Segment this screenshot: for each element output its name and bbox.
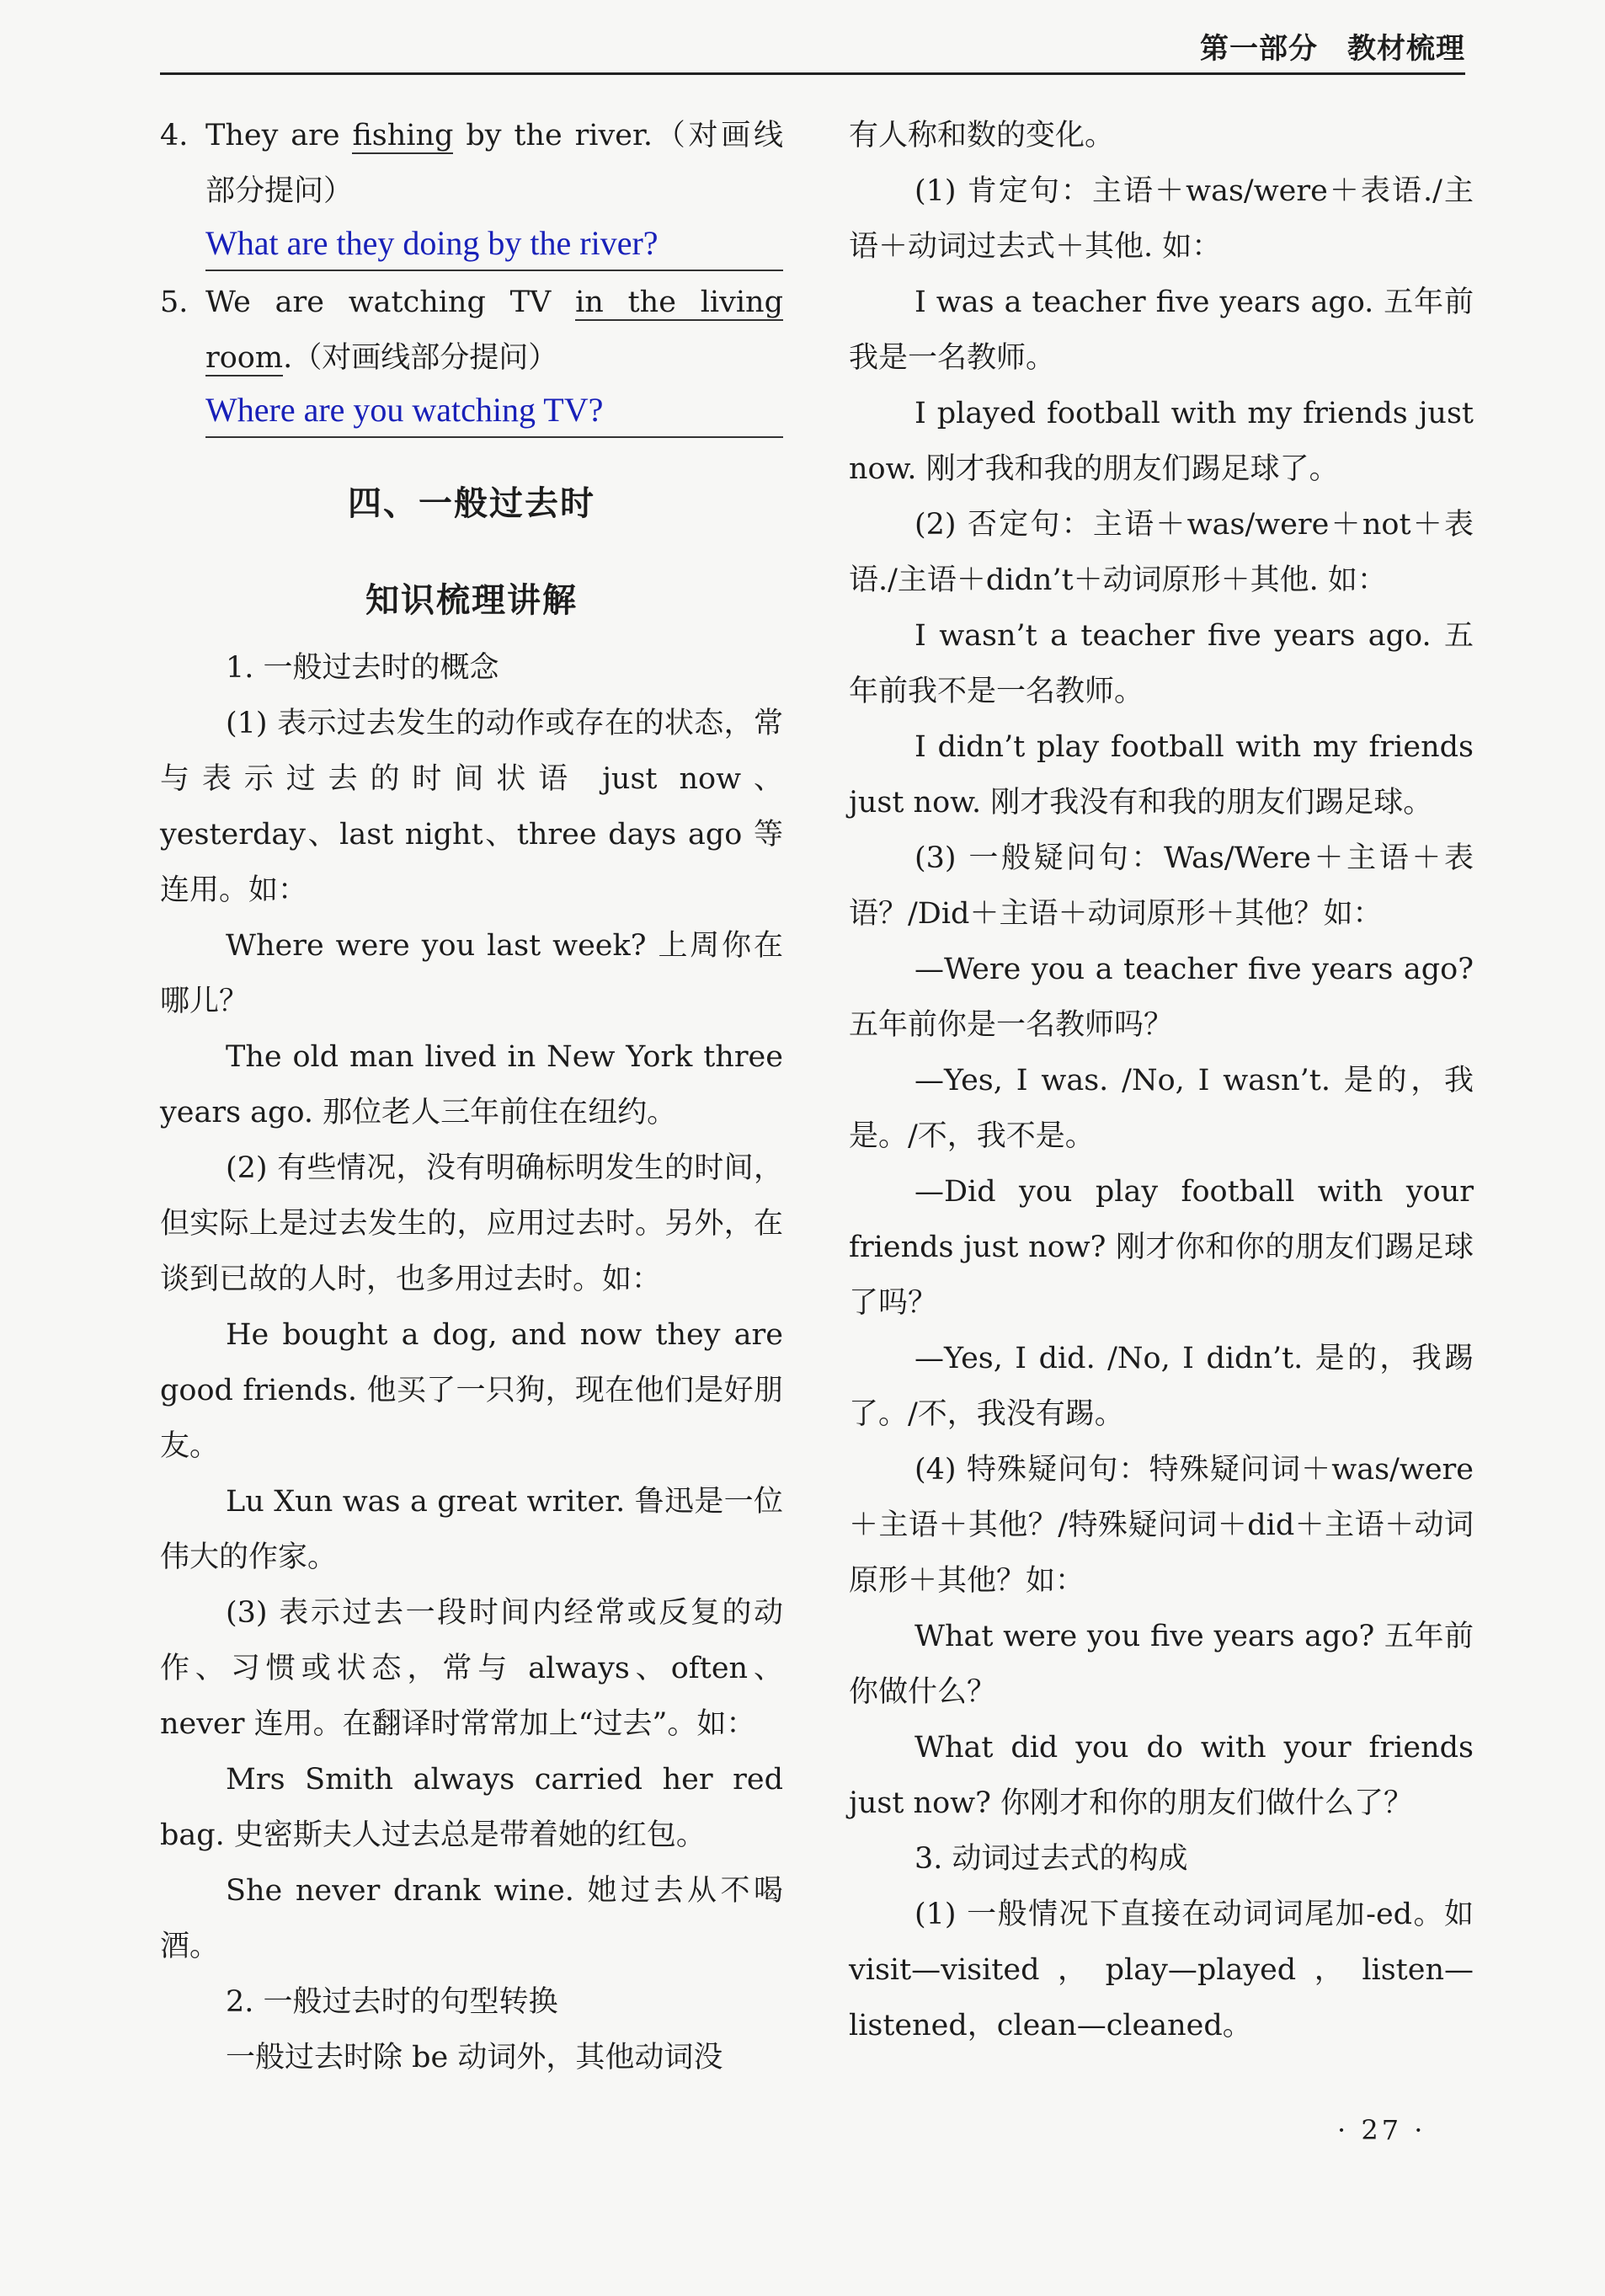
example: Mrs Smith always carried her red bag. 史密斯夫人过去总是带着她的红包。	[160, 1763, 783, 1852]
underlined-phrase: in the living room	[205, 286, 783, 375]
subsection-title: 知识梳理讲解	[365, 581, 578, 620]
example: What were you five years ago? 五年前你做什么？	[849, 1620, 1474, 1709]
paragraph: (1) 肯定句：主语＋was/were＋表语./主语＋动词过去式＋其他. 如：	[849, 174, 1474, 264]
paragraph: (4) 特殊疑问句：特殊疑问词＋was/were＋主语＋其他？/特殊疑问词＋did＋主语＋动词原形＋其他？如：	[849, 1453, 1474, 1598]
paragraph: (2) 否定句：主语＋was/were＋not＋表语./主语＋didn’t＋动词原形＋其他. 如：	[849, 508, 1474, 597]
paragraph: (2) 有些情况，没有明确标明发生的时间，但实际上是过去发生的，应用过去时。另外，在谈到已故的人时，也多用过去时。如：	[160, 1151, 783, 1296]
section-title: 四、一般过去时	[348, 484, 595, 523]
paragraph: 有人称和数的变化。	[849, 119, 1115, 152]
example: What did you do with your friends just now? 你刚才和你的朋友们做什么了？	[849, 1731, 1474, 1820]
exercise-4: 4. They are fishing by the river.（对画线部分提问）	[160, 119, 783, 208]
right-column	[849, 108, 1474, 2053]
example: Where were you last week? 上周你在哪儿？	[160, 929, 783, 1018]
paragraph: (1) 表示过去发生的动作或存在的状态，常与表示过去的时间状语 just now、yesterday、last night、three days ago 等连用。如：	[160, 707, 783, 907]
page-header	[160, 22, 1465, 75]
header-title: 第一部分 教材梳理	[1200, 32, 1465, 66]
underlined-word: fishing	[352, 119, 454, 152]
example: The old man lived in New York three years ago. 那位老人三年前住在纽约。	[160, 1040, 783, 1129]
example: I wasn’t a teacher five years ago. 五年前我不是一名教师。	[849, 619, 1474, 708]
example: She never drank wine. 她过去从不喝酒。	[160, 1874, 783, 1963]
example: —Yes, I was. /No, I wasn’t. 是的，我是。/不，我不是。	[849, 1064, 1474, 1153]
exercise-5-answer: Where are you watching TV?	[205, 386, 783, 438]
paragraph: (3) 一般疑问句：Was/Were＋主语＋表语？/Did＋主语＋动词原形＋其他？如：	[849, 841, 1474, 931]
example: He bought a dog, and now they are good friends. 他买了一只狗，现在他们是好朋友。	[160, 1318, 783, 1463]
paragraph: 3. 动词过去式的构成	[914, 1842, 1188, 1876]
paragraph: 一般过去时除 be 动词外，其他动词没	[226, 2041, 723, 2074]
example: —Were you a teacher five years ago? 五年前你是一名教师吗？	[849, 953, 1474, 1042]
paragraph: (3) 表示过去一段时间内经常或反复的动作、习惯或状态，常与 always、often、never 连用。在翻译时常常加上“过去”。如：	[160, 1596, 783, 1741]
paragraph: 1. 一般过去时的概念	[226, 651, 499, 685]
example: I played football with my friends just now. 刚才我和我的朋友们踢足球了。	[849, 397, 1474, 486]
example: I was a teacher five years ago. 五年前我是一名教师。	[849, 286, 1474, 375]
paragraph: 2. 一般过去时的句型转换	[226, 1985, 558, 2019]
exercise-5: 5. We are watching TV in the living room.（对画线部分提问）	[160, 286, 783, 375]
example: I didn’t play football with my friends just now. 刚才我没有和我的朋友们踢足球。	[849, 730, 1474, 820]
example: —Yes, I did. /No, I didn’t. 是的，我踢了。/不，我没有踢。	[849, 1342, 1474, 1431]
exercise-4-answer: What are they doing by the river?	[205, 219, 783, 271]
example: —Did you play football with your friends just now? 刚才你和你的朋友们踢足球了吗？	[849, 1175, 1474, 1320]
page-number: · 27 ·	[1337, 2114, 1426, 2146]
example: Lu Xun was a great writer. 鲁迅是一位伟大的作家。	[160, 1485, 783, 1574]
left-column	[160, 108, 783, 2085]
paragraph: (1) 一般情况下直接在动词词尾加-ed。如 visit—visited，play—played，listen—listened，clean—cleaned。	[849, 1898, 1474, 2042]
